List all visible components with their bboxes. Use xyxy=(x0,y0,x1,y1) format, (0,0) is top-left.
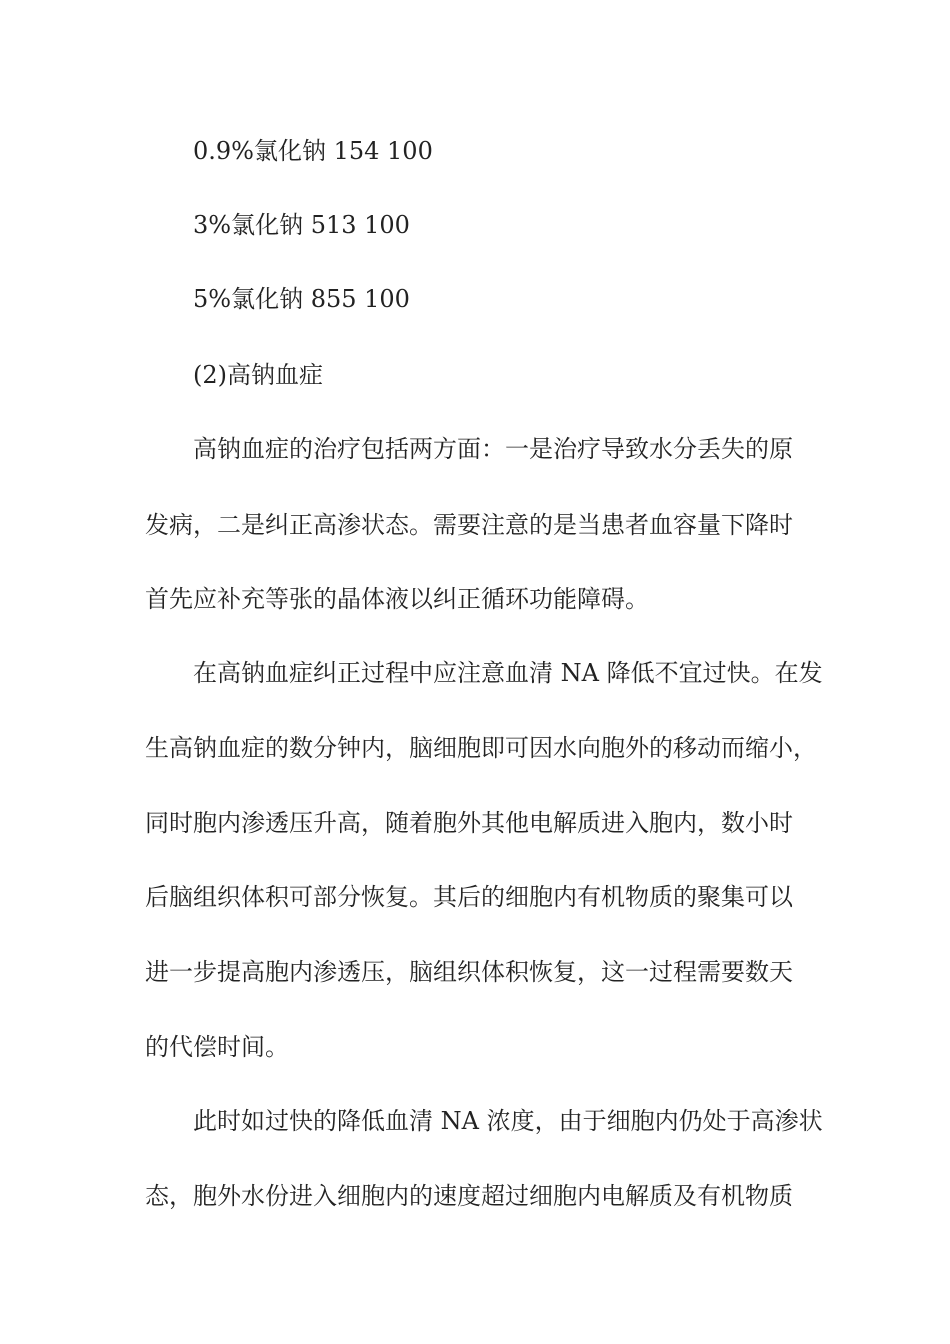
table-row-saline-3: 3%氯化钠 513 100 xyxy=(193,211,410,239)
table-row-saline-5: 5%氯化钠 855 100 xyxy=(193,285,410,313)
paragraph-line: 首先应补充等张的晶体液以纠正循环功能障碍。 xyxy=(145,585,649,613)
section-heading: (2)高钠血症 xyxy=(193,361,323,389)
paragraph-line: 发病，二是纠正高渗状态。需要注意的是当患者血容量下降时 xyxy=(145,511,793,539)
table-row-saline-0-9: 0.9%氯化钠 154 100 xyxy=(193,137,433,165)
paragraph-line: 生高钠血症的数分钟内，脑细胞即可因水向胞外的移动而缩小， xyxy=(145,734,817,762)
paragraph-line: 同时胞内渗透压升高，随着胞外其他电解质进入胞内，数小时 xyxy=(145,809,793,837)
paragraph-line: 的代偿时间。 xyxy=(145,1033,289,1061)
paragraph-line: 态，胞外水份进入细胞内的速度超过细胞内电解质及有机物质 xyxy=(145,1182,793,1210)
paragraph-line: 进一步提高胞内渗透压，脑组织体积恢复，这一过程需要数天 xyxy=(145,958,793,986)
paragraph-line: 在高钠血症纠正过程中应注意血清 NA 降低不宜过快。在发 xyxy=(193,659,823,687)
paragraph-line: 此时如过快的降低血清 NA 浓度，由于细胞内仍处于高渗状 xyxy=(193,1107,823,1135)
paragraph-line: 后脑组织体积可部分恢复。其后的细胞内有机物质的聚集可以 xyxy=(145,883,793,911)
paragraph-line: 高钠血症的治疗包括两方面：一是治疗导致水分丢失的原 xyxy=(193,435,793,463)
